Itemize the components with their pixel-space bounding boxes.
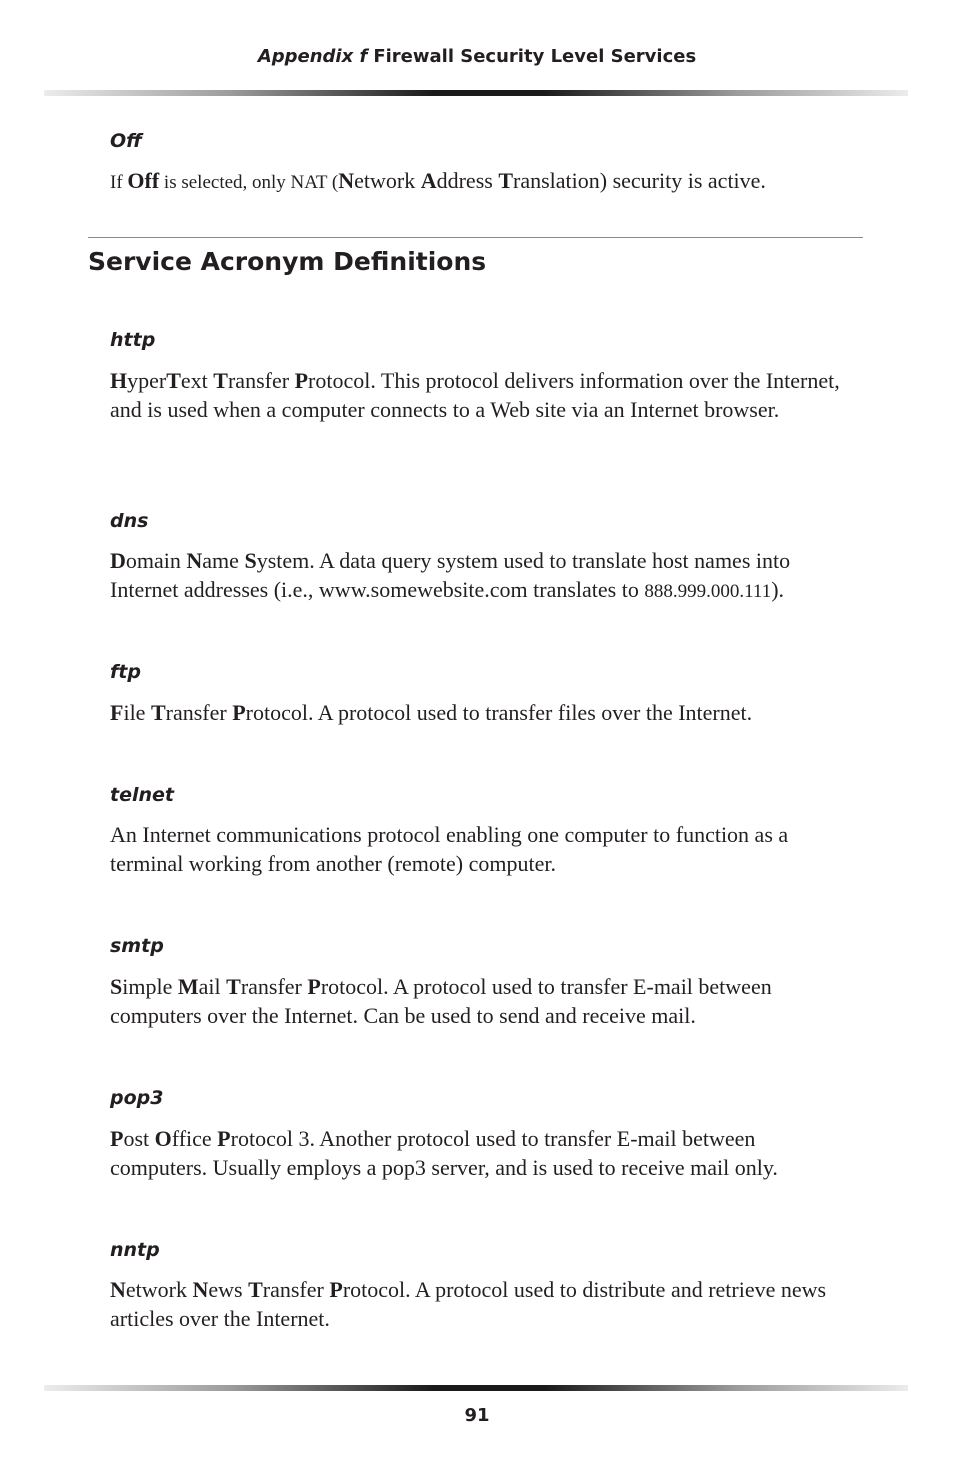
header-title: Firewall Security Level Services xyxy=(373,46,697,67)
term-dns: dns xyxy=(110,510,149,532)
header-rule xyxy=(44,90,908,96)
page-number: 91 xyxy=(464,1405,490,1426)
desc-telnet: An Internet communications protocol enabling one computer to function as a terminal working from another (remote) computer. xyxy=(110,822,789,876)
running-header xyxy=(0,46,954,67)
desc-off: If Off is selected, only NAT (Network Address Translation) security is active. xyxy=(110,168,766,193)
term-telnet: telnet xyxy=(110,784,174,806)
term-nntp: nntp xyxy=(110,1239,160,1261)
header-appendix: Appendix f xyxy=(257,46,368,67)
term-pop3: pop3 xyxy=(110,1087,164,1109)
desc-dns: Domain Name System. A data query system used to translate host names into Internet addresses (i.e., www.somewebsite.com translates to 888.999.000.111). xyxy=(110,548,791,602)
desc-ftp: File Transfer Protocol. A protocol used to transfer files over the Internet. xyxy=(110,700,753,725)
desc-http: HyperText Transfer Protocol. This protocol delivers information over the Internet, and is used when a computer connects to a Web site via an Internet browser. xyxy=(110,368,840,422)
desc-nntp: Network News Transfer Protocol. A protocol used to distribute and retrieve news articles over the Internet. xyxy=(110,1277,827,1331)
section-divider xyxy=(88,237,863,238)
term-http: http xyxy=(110,329,156,351)
term-smtp: smtp xyxy=(110,935,164,957)
desc-smtp: Simple Mail Transfer Protocol. A protocol used to transfer E-mail between computers over the Internet. Can be used to send and receive mail. xyxy=(110,974,772,1028)
term-ftp: ftp xyxy=(110,661,141,683)
term-off: Off xyxy=(110,130,142,152)
desc-pop3: Post Office Protocol 3. Another protocol used to transfer E-mail between computers. Usually employs a pop3 server, and is used to receive mail only. xyxy=(110,1126,778,1180)
section-title: Service Acronym Definitions xyxy=(88,247,487,276)
footer-rule xyxy=(44,1385,908,1391)
